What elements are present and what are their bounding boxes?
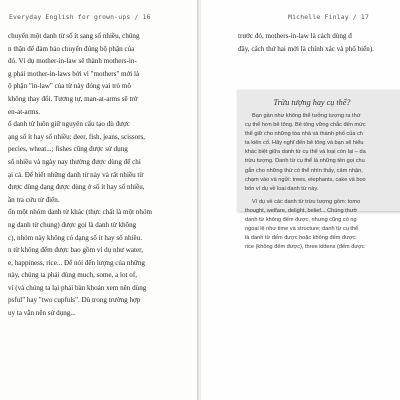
body-line: đó. Ví dụ mother-in-law sẽ thành mothers-in- (8, 57, 137, 66)
sidebar-box (237, 90, 400, 251)
body-line: này, chúng ta phải dùng much, some, a lot of, (8, 271, 137, 280)
body-line: en-at-arms. (8, 107, 41, 116)
body-line: c), nhóm này không có dạng số ít hay số nhiều. (8, 233, 142, 242)
body-line: ổn một nhóm danh từ khác (thực chất là một nhóm (8, 208, 153, 217)
sidebar-line: thought, welfare, delight, belief... Chúng thườ (245, 207, 358, 214)
right-page-intro (238, 30, 398, 55)
body-line: ạng số ít hay số nhiều: deer, fish, jeans, scissors, (8, 132, 146, 141)
sidebar-line: thể giữ cho những tòa nhà và thành phố của ch (245, 131, 363, 138)
sidebar-line: danh từ không đếm được, nhưng cũng có ng (245, 217, 357, 224)
left-page-body (0, 30, 192, 320)
body-line: số nhiều và ngày nay thường được dùng để chỉ (8, 157, 141, 166)
sidebar-line: trừu tượng. Danh từ cụ thể là những tên gọi chu (245, 158, 365, 165)
sidebar-line: bốn ví dụ về loại danh từ này. (245, 185, 319, 192)
sidebar-line: cụ thể hơn bê tông. Bê tông vững chắc đến mức (245, 122, 366, 129)
left-page-header: Everyday English for grown-ups / 16 (9, 13, 151, 21)
body-line: ng danh từ chung) được gọi là danh từ không (8, 220, 137, 229)
sidebar-line: rice (không đếm được), three kittens (đếm được (245, 244, 365, 251)
body-line: ại cá. Để biết những danh từ này và rất nhiều từ (8, 170, 144, 179)
body-line: n thận để đảm bảo chuyển đúng bộ phận của (8, 44, 135, 53)
body-line: ần tra cứu từ điển. (8, 195, 60, 204)
sidebar-line: khác biệt giữa danh từ cụ thể và loại còn lại – da (245, 149, 366, 156)
body-line: được dùng dạng được dùng ở số ít hay số nhiều, (8, 183, 145, 192)
right-page-header: Michelle Finlay / 17 (288, 13, 369, 21)
body-line: chuyển một danh từ số ít sang số nhiều, chúng (8, 32, 140, 40)
body-line: psful" hay "two cupfuls". Dù trong trường hợp (8, 296, 141, 305)
body-line: không thay đổi. Tương tự, man-at-arms sẽ trở (8, 94, 138, 103)
body-line: ví (và chúng ta lại phải bàn khoản xem nên dùng (8, 283, 147, 292)
left-page (0, 0, 199, 400)
sidebar-title: Trừu tượng hay cụ thể? (273, 98, 351, 107)
right-page (201, 0, 400, 400)
sidebar-line: chạm vào và ngửi: trees, elephants, cake và boo (245, 176, 366, 183)
sidebar-body (245, 112, 400, 252)
intro-line: đây, cách thứ hai mới là chính xác và phổ biến). (238, 44, 374, 53)
sidebar-line: Ví dụ về các danh từ trừu tượng gồm: tomo (252, 198, 361, 205)
body-line: uy ta vẫn nên sử dụng... (8, 309, 76, 318)
sidebar-line: ta kiên cố. Hãy nghĩ đến bê tông và bạn sẽ hiểu (245, 140, 364, 147)
sidebar-line: gắn cho những thứ có thể nhìn thấy, cảm nhận, (245, 167, 363, 174)
body-line: pecies, wheat...; fishes cũng được sử dụng (8, 145, 128, 154)
body-line: ố danh từ luôn giữ nguyên cấu tạo dù được (8, 120, 130, 129)
sidebar-line: là danh từ đếm được hoặc không đếm được: (245, 235, 357, 242)
intro-line: trước đó, mothers-in-law là cách dùng đ (238, 32, 352, 40)
sidebar-line: Bạn gần như không thể tưởng tượng ra thứ (252, 113, 361, 119)
body-line: n từ không đếm được bao gồm ví dụ như water, (8, 246, 143, 255)
body-line: ộ phận "in-law" của từ này đóng vai trò mô (8, 82, 131, 91)
body-line: g phải mother-in-laws bởi vì "mothers" mới là (8, 69, 140, 78)
sidebar-line: ngoại lệ như time và structure; danh từ cụ thể (245, 226, 359, 233)
body-line: e, happiness, rice... Để nói đến lượng của những (8, 258, 145, 267)
